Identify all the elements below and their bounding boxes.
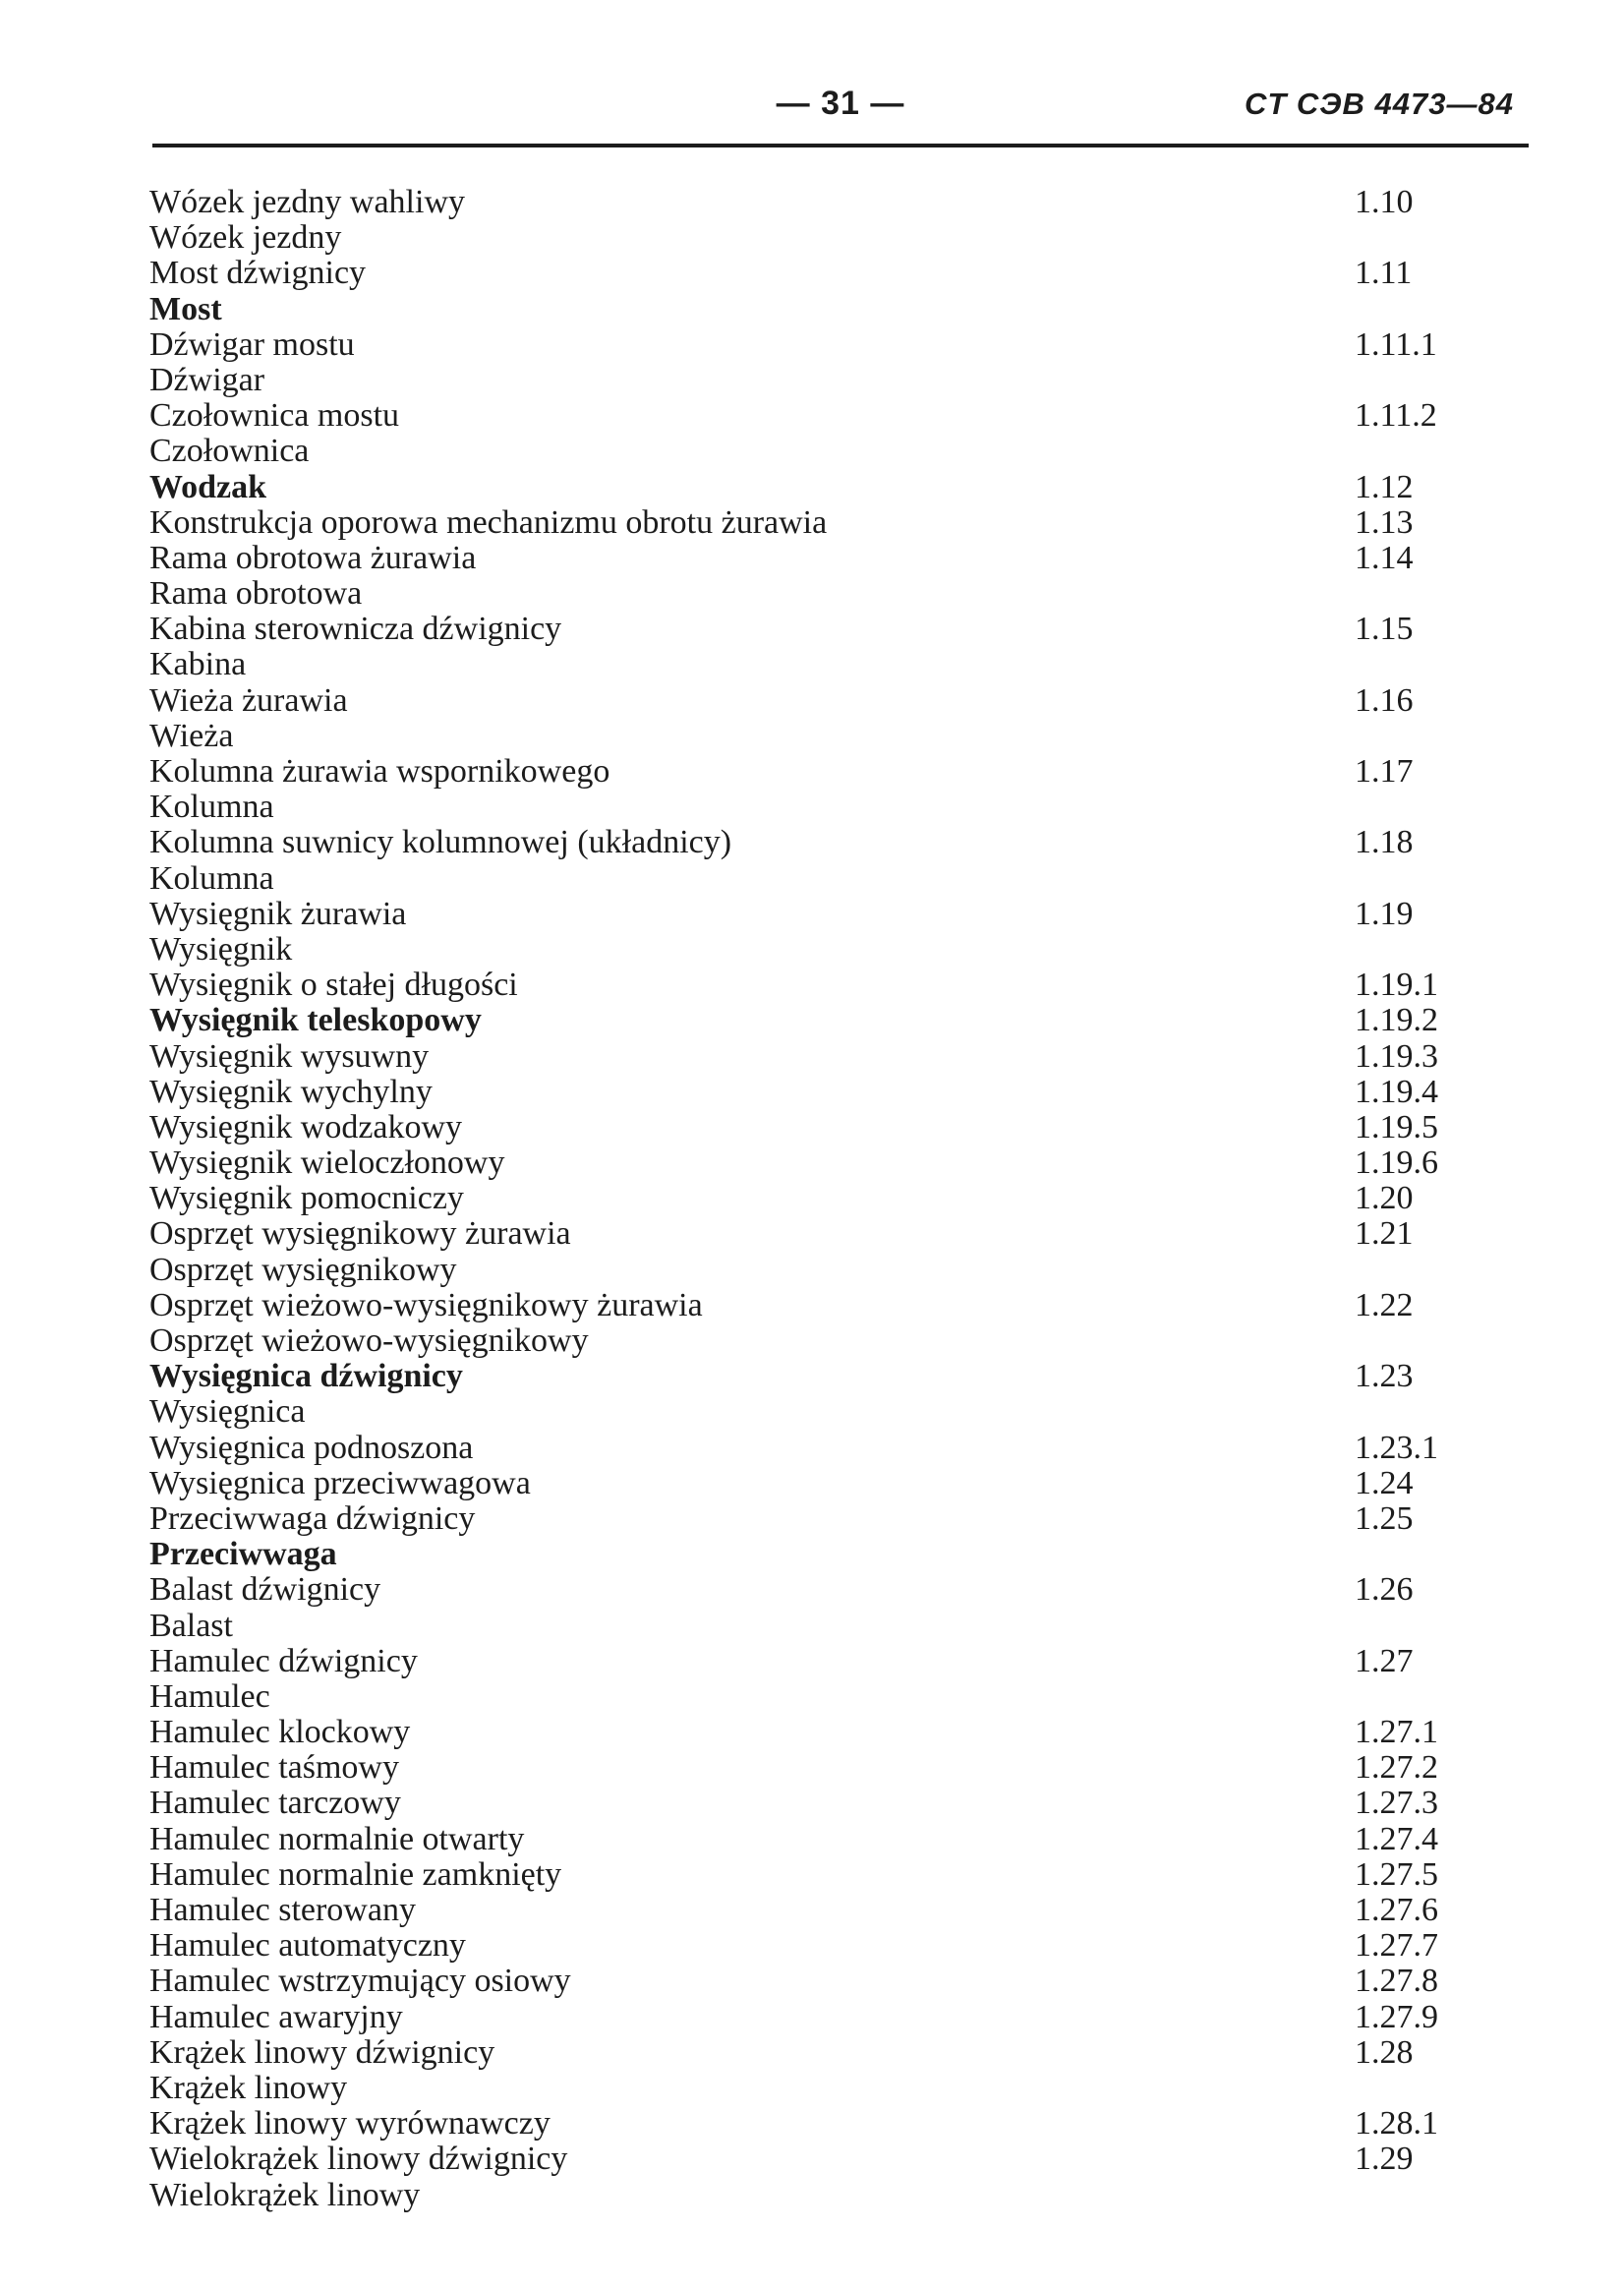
term-code: 1.19.1 — [1355, 967, 1438, 1004]
term-text: Wysięgnica przeciwwagowa — [149, 1464, 531, 1501]
term-code: 1.19.5 — [1355, 1108, 1438, 1145]
term-code: 1.11.1 — [1355, 325, 1437, 363]
term-text: Dźwigar — [149, 361, 265, 398]
term-text: Wysięgnica dźwignicy — [149, 1358, 463, 1395]
term-text: Hamulec — [149, 1677, 270, 1715]
term-text: Wysięgnik o stałej długości — [149, 967, 518, 1004]
term-text: Osprzęt wysięgnikowy — [149, 1251, 457, 1288]
term-text: Przeciwwaga dźwignicy — [149, 1499, 476, 1537]
term-code: 1.23.1 — [1355, 1429, 1438, 1466]
term-entry — [149, 1394, 1447, 1430]
term-text: Wysięgnica podnoszona — [149, 1429, 474, 1466]
term-entry — [149, 2178, 1447, 2213]
term-text: Wielokrążek linowy dźwignicy — [149, 2141, 568, 2178]
term-text: Hamulec normalnie zamknięty — [149, 1855, 562, 1893]
term-text: Most — [149, 290, 222, 327]
term-entry — [149, 185, 1447, 220]
term-entry — [149, 1893, 1447, 1928]
term-text: Wysięgnik pomocniczy — [149, 1180, 464, 1217]
term-entry — [149, 541, 1447, 576]
term-code: 1.15 — [1355, 611, 1414, 648]
term-text: Hamulec sterowany — [149, 1892, 416, 1928]
term-entry — [149, 2106, 1447, 2142]
term-code: 1.12 — [1355, 468, 1414, 505]
term-code: 1.27.3 — [1355, 1785, 1438, 1822]
term-code: 1.25 — [1355, 1499, 1414, 1537]
term-code: 1.27.8 — [1355, 1963, 1438, 2000]
term-entry — [149, 1359, 1447, 1394]
term-text: Wózek jezdny wahliwy — [149, 184, 465, 220]
term-code: 1.19.6 — [1355, 1144, 1438, 1182]
term-text: Kolumna żurawia wspornikowego — [149, 753, 610, 790]
term-code: 1.27.6 — [1355, 1892, 1438, 1928]
term-entry — [149, 292, 1447, 327]
term-text: Wysięgnik teleskopowy — [149, 1002, 482, 1039]
term-code: 1.16 — [1355, 681, 1414, 719]
term-text: Wysięgnik wieloczłonowy — [149, 1144, 505, 1182]
term-entry — [149, 1323, 1447, 1359]
term-text: Osprzęt wieżowo-wysięgnikowy żurawia — [149, 1286, 703, 1323]
term-text: Osprzęt wieżowo-wysięgnikowy — [149, 1322, 589, 1359]
term-entry — [149, 1928, 1447, 1964]
term-text: Czołownica — [149, 433, 310, 470]
term-text: Wysięgnik żurawia — [149, 895, 407, 932]
term-text: Krążek linowy — [149, 2069, 348, 2106]
term-text: Przeciwwaga — [149, 1536, 337, 1573]
term-code: 1.17 — [1355, 753, 1414, 790]
term-list — [149, 185, 1447, 2213]
term-code: 1.19.4 — [1355, 1073, 1438, 1110]
term-entry — [149, 1003, 1447, 1038]
term-entry — [149, 470, 1447, 505]
term-code: 1.27 — [1355, 1642, 1414, 1679]
term-text: Czołownica mostu — [149, 397, 400, 435]
term-text: Kolumna — [149, 789, 274, 826]
term-code: 1.11.2 — [1355, 397, 1437, 435]
term-entry — [149, 327, 1447, 363]
term-text: Konstrukcja oporowa mechanizmu obrotu żurawia — [149, 503, 828, 541]
term-code: 1.29 — [1355, 2141, 1414, 2178]
term-entry — [149, 1857, 1447, 1893]
header-divider — [152, 144, 1529, 147]
term-entry — [149, 2071, 1447, 2106]
term-text: Krążek linowy dźwignicy — [149, 2033, 495, 2071]
term-code: 1.19.2 — [1355, 1002, 1438, 1039]
term-text: Krążek linowy wyrównawczy — [149, 2105, 551, 2142]
term-code: 1.14 — [1355, 539, 1414, 576]
term-code: 1.28.1 — [1355, 2105, 1438, 2142]
term-entry — [149, 1075, 1447, 1110]
term-entry — [149, 1145, 1447, 1181]
term-entry — [149, 1216, 1447, 1252]
term-entry — [149, 719, 1447, 754]
term-code: 1.10 — [1355, 184, 1414, 220]
term-code: 1.26 — [1355, 1571, 1414, 1609]
term-code: 1.23 — [1355, 1358, 1414, 1395]
term-entry — [149, 1964, 1447, 1999]
term-code: 1.27.9 — [1355, 1998, 1438, 2035]
term-entry — [149, 2000, 1447, 2035]
term-entry — [149, 897, 1447, 932]
term-entry — [149, 1501, 1447, 1537]
term-entry — [149, 612, 1447, 647]
term-entry — [149, 968, 1447, 1003]
term-entry — [149, 2035, 1447, 2071]
term-code: 1.24 — [1355, 1464, 1414, 1501]
term-text: Hamulec automatyczny — [149, 1927, 466, 1965]
term-text: Osprzęt wysięgnikowy żurawia — [149, 1215, 571, 1253]
term-text: Hamulec normalnie otwarty — [149, 1820, 525, 1857]
term-text: Wózek jezdny — [149, 219, 342, 257]
page-number: — 31 — — [776, 85, 905, 122]
term-text: Wieża żurawia — [149, 681, 348, 719]
term-text: Hamulec awaryjny — [149, 1998, 403, 2035]
term-code: 1.19.3 — [1355, 1037, 1438, 1075]
term-entry — [149, 1110, 1447, 1145]
term-entry — [149, 1039, 1447, 1075]
term-text: Rama obrotowa żurawia — [149, 539, 477, 576]
term-code: 1.22 — [1355, 1286, 1414, 1323]
term-entry — [149, 932, 1447, 968]
term-entry — [149, 1431, 1447, 1466]
term-entry — [149, 861, 1447, 897]
term-text: Balast dźwignicy — [149, 1571, 381, 1609]
term-text: Most dźwignicy — [149, 255, 367, 292]
term-entry — [149, 1537, 1447, 1572]
term-entry — [149, 363, 1447, 398]
term-code: 1.18 — [1355, 824, 1414, 861]
term-code: 1.13 — [1355, 503, 1414, 541]
term-entry — [149, 1822, 1447, 1857]
term-text: Wysięgnik — [149, 930, 293, 968]
term-text: Hamulec tarczowy — [149, 1785, 401, 1822]
term-text: Wodzak — [149, 468, 267, 505]
term-entry — [149, 1466, 1447, 1501]
standard-code: CT CЭB 4473—84 — [1244, 87, 1514, 121]
term-text: Wysięgnik wychylny — [149, 1073, 433, 1110]
term-entry — [149, 825, 1447, 860]
term-text: Kolumna suwnicy kolumnowej (układnicy) — [149, 824, 732, 861]
term-entry — [149, 1750, 1447, 1786]
term-text: Kolumna — [149, 859, 274, 897]
term-entry — [149, 1609, 1447, 1644]
term-code: 1.19 — [1355, 895, 1414, 932]
term-entry — [149, 647, 1447, 682]
term-text: Hamulec dźwignicy — [149, 1642, 418, 1679]
term-code: 1.27.7 — [1355, 1927, 1438, 1965]
term-code: 1.11 — [1355, 255, 1413, 292]
term-entry — [149, 398, 1447, 434]
term-text: Wieża — [149, 717, 234, 754]
term-entry — [149, 576, 1447, 612]
term-entry — [149, 683, 1447, 719]
term-text: Wysięgnik wodzakowy — [149, 1108, 463, 1145]
term-text: Hamulec wstrzymujący osiowy — [149, 1963, 571, 2000]
term-text: Balast — [149, 1607, 233, 1644]
term-text: Rama obrotowa — [149, 575, 363, 613]
term-text: Wielokrążek linowy — [149, 2176, 421, 2213]
term-code: 1.20 — [1355, 1180, 1414, 1217]
term-entry — [149, 790, 1447, 825]
term-code: 1.27.1 — [1355, 1714, 1438, 1751]
term-entry — [149, 1786, 1447, 1821]
term-code: 1.27.5 — [1355, 1855, 1438, 1893]
term-text: Wysięgnica — [149, 1393, 306, 1431]
term-code: 1.27.4 — [1355, 1820, 1438, 1857]
term-entry — [149, 1288, 1447, 1323]
term-entry — [149, 754, 1447, 790]
term-entry — [149, 1644, 1447, 1679]
term-entry — [149, 434, 1447, 469]
term-entry — [149, 220, 1447, 256]
term-entry — [149, 256, 1447, 291]
term-text: Wysięgnik wysuwny — [149, 1037, 430, 1075]
term-entry — [149, 1253, 1447, 1288]
term-entry — [149, 1181, 1447, 1216]
term-entry — [149, 1715, 1447, 1750]
term-entry — [149, 2142, 1447, 2177]
term-code: 1.27.2 — [1355, 1749, 1438, 1787]
term-entry — [149, 505, 1447, 541]
term-text: Kabina sterownicza dźwignicy — [149, 611, 562, 648]
term-entry — [149, 1679, 1447, 1715]
term-text: Hamulec klockowy — [149, 1714, 411, 1751]
page-header — [147, 85, 1534, 136]
term-code: 1.28 — [1355, 2033, 1414, 2071]
term-text: Dźwigar mostu — [149, 325, 355, 363]
term-text: Kabina — [149, 646, 247, 683]
term-text: Hamulec taśmowy — [149, 1749, 399, 1787]
term-entry — [149, 1572, 1447, 1608]
term-code: 1.21 — [1355, 1215, 1414, 1253]
